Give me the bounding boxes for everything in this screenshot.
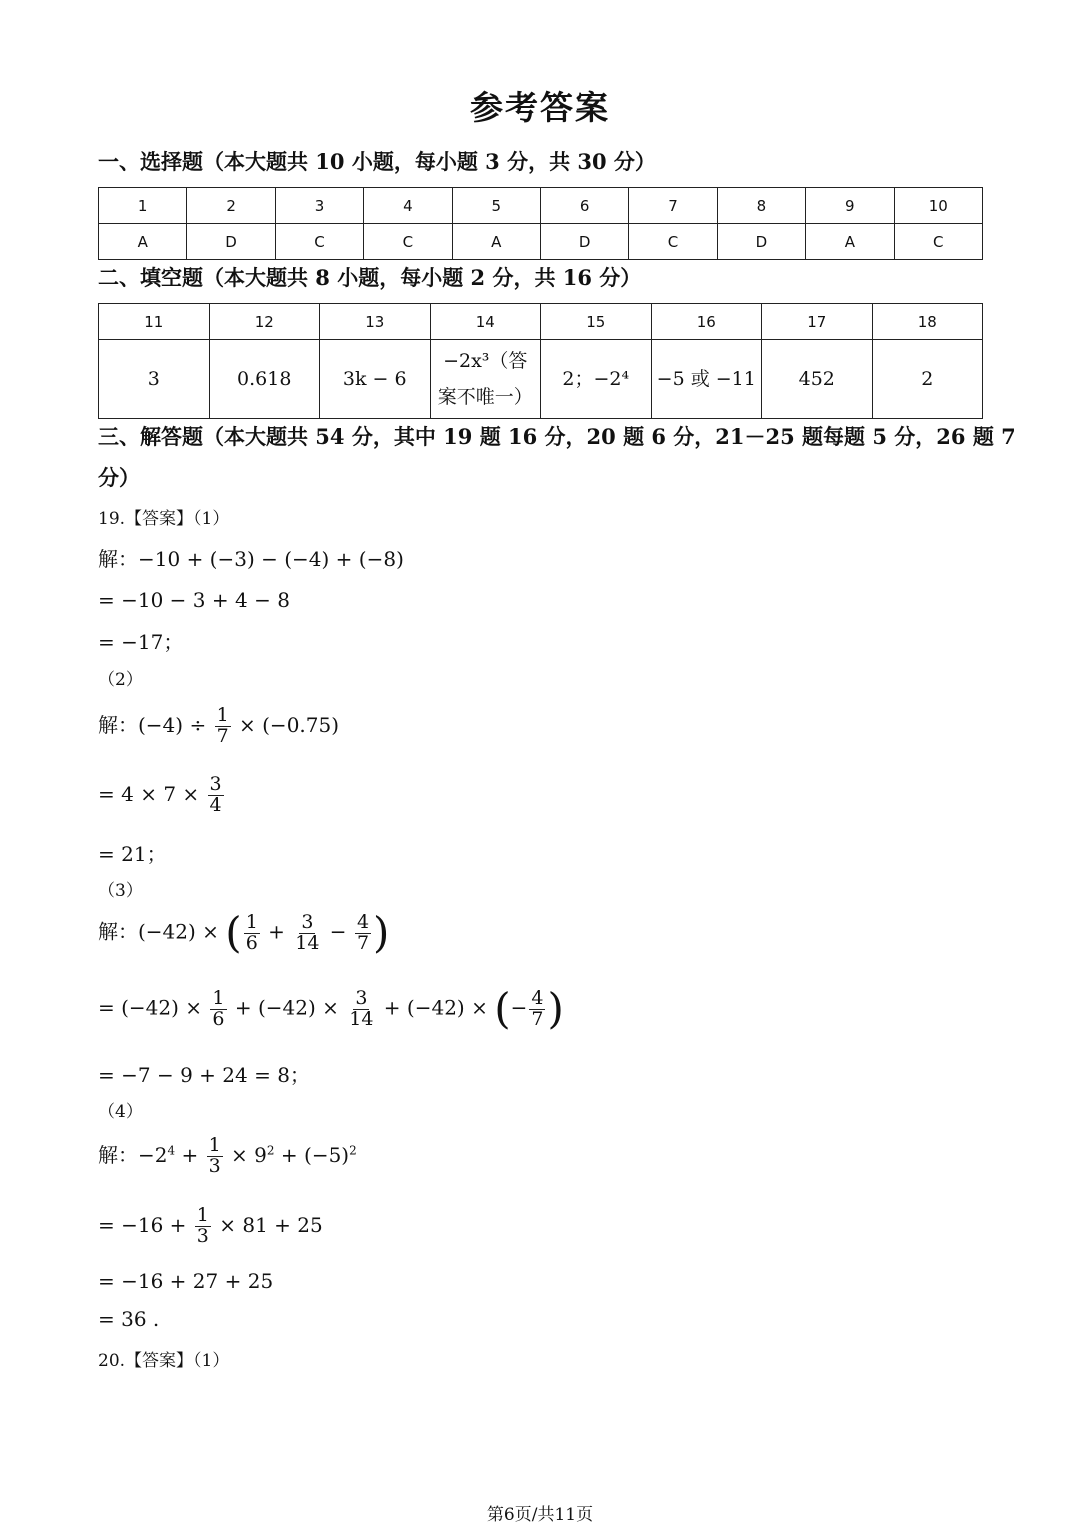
fraction: $\frac{1}{3}$: [208, 1134, 221, 1177]
table-cell: A: [452, 224, 540, 260]
table-cell: 0.618: [209, 340, 320, 419]
table-cell: 3: [275, 188, 363, 224]
table-cell: 1: [99, 188, 187, 224]
table-cell: C: [629, 224, 717, 260]
table-row-answers: [99, 224, 983, 260]
table-cell: C: [364, 224, 452, 260]
q19-3-line3: = −7 − 9 + 24 = 8；: [98, 1063, 310, 1087]
table-cell: 18: [872, 304, 983, 340]
table-cell: D: [540, 224, 628, 260]
table-cell: 9: [806, 188, 894, 224]
page-title: 参考答案: [470, 88, 610, 127]
table-row-numbers: [99, 188, 983, 224]
table-cell: 17: [762, 304, 873, 340]
table-cell: 14: [430, 304, 541, 340]
table-cell: D: [187, 224, 275, 260]
q19-4-line2: = −16 + $\frac{1}{3}$ × 81 + 25: [98, 1204, 323, 1247]
table-cell: 2: [872, 340, 983, 419]
section-heading-solve-cont: 分）: [98, 465, 140, 490]
choice-answer-table: [98, 187, 983, 260]
q19-3-line1: 解：(−42) × ( $\frac{1}{6}$ + $\frac{3}{14}$ − $\frac{4}{7}$ ): [98, 908, 390, 957]
table-row-answers: [99, 340, 983, 419]
page-footer: 第6页/共11页: [486, 1505, 594, 1525]
q19-2-label: （2）: [98, 670, 143, 690]
table-cell: 12: [209, 304, 320, 340]
q19-label: 19.【答案】（1）: [98, 509, 230, 529]
q19-2-line3: = 21；: [98, 842, 167, 866]
fraction: $\frac{3}{4}$: [209, 773, 222, 816]
section-heading-fill: 二、填空题（本大题共 8 小题，每小题 2 分，共 16 分）: [98, 265, 642, 290]
table-cell: A: [806, 224, 894, 260]
table-cell: 5: [452, 188, 540, 224]
section-heading-choice: 一、选择题（本大题共 10 小题，每小题 3 分，共 30 分）: [98, 149, 656, 174]
q19-4-line4: = 36 .: [98, 1307, 160, 1331]
table-cell: 452: [762, 340, 873, 419]
q19-3-label: （3）: [98, 881, 143, 901]
fraction: $\frac{4}{7}$: [531, 986, 544, 1030]
table-cell: 3: [99, 340, 210, 419]
table-cell: 2；−2⁴: [541, 340, 652, 419]
table-cell: 3k − 6: [320, 340, 431, 419]
table-cell: D: [717, 224, 805, 260]
table-cell: C: [894, 224, 982, 260]
fraction: $\frac{1}{6}$: [212, 986, 225, 1030]
q19-4-line1: 解：$-2^4$ + $\frac{1}{3}$ × $9^2 + (-5)^2$: [98, 1134, 357, 1177]
table-cell: 8: [717, 188, 805, 224]
q19-1-line1: 解：−10 + (−3) − (−4) + (−8): [98, 547, 404, 571]
table-cell: A: [99, 224, 187, 260]
q19-1-line2: = −10 − 3 + 4 − 8: [98, 588, 290, 612]
table-cell: 13: [320, 304, 431, 340]
q19-2-line2: = 4 × 7 × $\frac{3}{4}$: [98, 773, 222, 816]
table-row-numbers: [99, 304, 983, 340]
q19-3-line2: = (−42) × $\frac{1}{6}$ + (−42) × $\frac{3}{14}$ + (−42) × (− $\frac{4}{7}$ ): [98, 984, 564, 1033]
fraction: $\frac{3}{14}$: [349, 986, 374, 1030]
fraction: $\frac{1}{3}$: [196, 1204, 209, 1247]
table-cell: 16: [651, 304, 762, 340]
table-cell: C: [275, 224, 363, 260]
q19-2-line1: 解：(−4) ÷ $\frac{1}{7}$ × (−0.75): [98, 704, 340, 747]
table-cell: 15: [541, 304, 652, 340]
table-cell: −2x³（答案不唯一）: [430, 340, 541, 419]
fraction: $\frac{1}{7}$: [216, 704, 229, 747]
table-cell: 6: [540, 188, 628, 224]
q19-4-line3: = −16 + 27 + 25: [98, 1269, 274, 1293]
table-cell: 7: [629, 188, 717, 224]
fraction: $\frac{1}{6}$: [245, 910, 258, 954]
section-heading-solve: 三、解答题（本大题共 54 分，其中 19 题 16 分，20 题 6 分，21－25 题每题 5 分，26 题 7: [98, 424, 1016, 449]
q19-1-line3: = −17；: [98, 630, 184, 654]
table-cell: 11: [99, 304, 210, 340]
table-cell: −5 或 −11: [651, 340, 762, 419]
q19-4-label: （4）: [98, 1102, 143, 1122]
q20-label: 20.【答案】（1）: [98, 1351, 230, 1371]
fill-answer-table: [98, 303, 983, 419]
fraction: $\frac{3}{14}$: [295, 910, 320, 954]
table-cell: 4: [364, 188, 452, 224]
table-cell: 10: [894, 188, 982, 224]
fraction: $\frac{4}{7}$: [356, 910, 370, 954]
table-cell: 2: [187, 188, 275, 224]
